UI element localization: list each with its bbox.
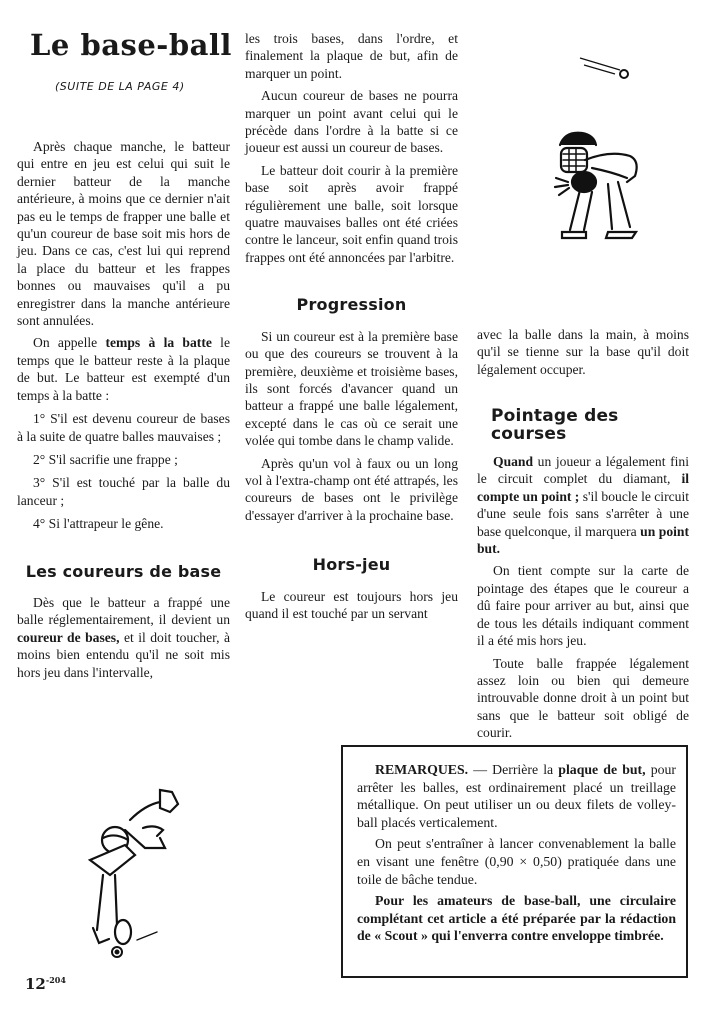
paragraph: Si un coureur est à la première base ou que des coureurs se trouvent à la première, deuxième et troisième bases, ils sont forcés d'avancer quand un batteur a frappé une balle légalement, excepté dans le cas où ce serait une volée qui tombe dans le champ valide. [245,328,458,449]
remarques-paragraph: Pour les amateurs de base-ball, une circulaire complétant cet article a été préparée par la rédaction de « Scout » qui l'enverra contre enveloppe timbrée. [357,893,676,944]
paragraph: Toute balle frappée légalement assez loin ou bien qui demeure introuvable donne droit à un point but sans que le batteur soit obligé de courir. [477,655,689,741]
column-2 [245,30,458,627]
ball-icon [580,58,628,78]
page-number: $12^{-204}$ [25,975,66,993]
section-heading-progression: Progression [296,295,407,315]
remarques-box [341,745,688,978]
paragraph: On tient compte sur la carte de pointage des étapes que le coureur a dû faire pour arriver au but, ainsi que de tous les détails indiquant comment il a été mis hors jeu. [477,563,689,649]
ball-icon [112,947,122,957]
remarques-paragraph: REMARQUES. — Derrière la plaque de but, pour arrêter les balles, est ordinairement placé un treillage métallique. On peut utiliser un ou deux filets de volley-ball placés verticalement. [357,762,676,830]
section-heading-hors-jeu: Hors-jeu [312,555,391,575]
list-item: 3° S'il est touché par la balle du lanceur ; [17,475,230,508]
bold-term: un point but. [477,523,689,557]
paragraph: avec la balle dans la main, à moins qu'il se tienne sur la base qu'il doit légalement occuper. [477,327,689,377]
section-heading-coureurs: Les coureurs de base [25,561,222,581]
paragraph: Après chaque manche, le batteur qui entre en jeu est celui qui suit le dernier batteur de la manche antérieure, à moins que ce dernier n'ait pas eu le temps de frapper une balle et qu'un coureur de base soit mis hors de jeu. Dans ce cas, c'est lui qui reprend la place du batteur et les frappes bonnes ou mauvaises qu'il a pu enregistrer dans la manche antérieure sont annulées. [17,139,230,329]
list-item: 4° Si l'attrapeur le gêne. [33,516,164,532]
pitcher-illustration [75,780,185,960]
bold-term: il compte un point ; [477,471,689,504]
paragraph: Aucun coureur de bases ne pourra marquer un point avant celui qui le précède dans l'ordre à la batte si ce joueur est aussi un coureur de bases. [245,88,458,156]
paragraph: Quand un joueur a légalement fini le circuit complet du diamant, il compte un point ; s'il boucle le circuit d'une seule fois sans s'arrêter à une base quelconque, il marquera un point but. [477,454,689,557]
page-number-sup: -204 [45,975,66,985]
bold-term: temps à la batte [105,335,212,351]
column-3 [477,326,689,747]
paragraph: Le coureur est toujours hors jeu quand il est touché par un servant [245,588,458,621]
list-item: 1° S'il est devenu coureur de bases à la suite de quatre balles mauvaises ; [17,411,230,444]
paragraph: Dès que le batteur a frappé une balle réglementairement, il devient un coureur de bases, et il doit toucher, à moins bien entendu qu'il ne soit mis hors jeu dans l'intervalle, [17,594,230,680]
paragraph: les trois bases, dans l'ordre, et finalement la plaque de but, afin de marquer un point. [245,31,458,81]
paragraph: On appelle temps à la batte le temps que le batteur reste à la plaque de but. Le batteur est exempté d'un temps à la batte : [17,335,230,403]
remarques-paragraph: On peut s'entraîner à lancer convenablement la balle en visant une fenêtre (0,90 × 0,50) pratiquée dans une toile de bâche tendue. [357,836,676,887]
article-subtitle: (SUITE DE LA PAGE 4) [55,80,185,93]
remarques-label: REMARQUES. [375,762,469,777]
list-item: 2° S'il sacrifie une frappe ; [33,451,178,467]
paragraph: Le batteur doit courir à la première base soit après avoir frappé régulièrement une balle, soit lorsque quatre mauvaises balles ont été criées contre le lanceur, soit enfin quand trois frappes ont été annoncées par l'arbitre. [245,162,458,265]
article-title: Le base-ball [30,28,232,62]
paragraph: Après qu'un vol à faux ou un long vol à l'extra-champ ont été attrapés, les coureurs de bases ont le privilège d'essayer d'arriver à la prochaine base. [245,455,458,523]
bold-term: coureur de bases, [17,629,120,645]
section-heading-pointage: Pointage des courses [491,406,619,444]
catcher-illustration [540,50,670,260]
column-1 [17,138,230,686]
